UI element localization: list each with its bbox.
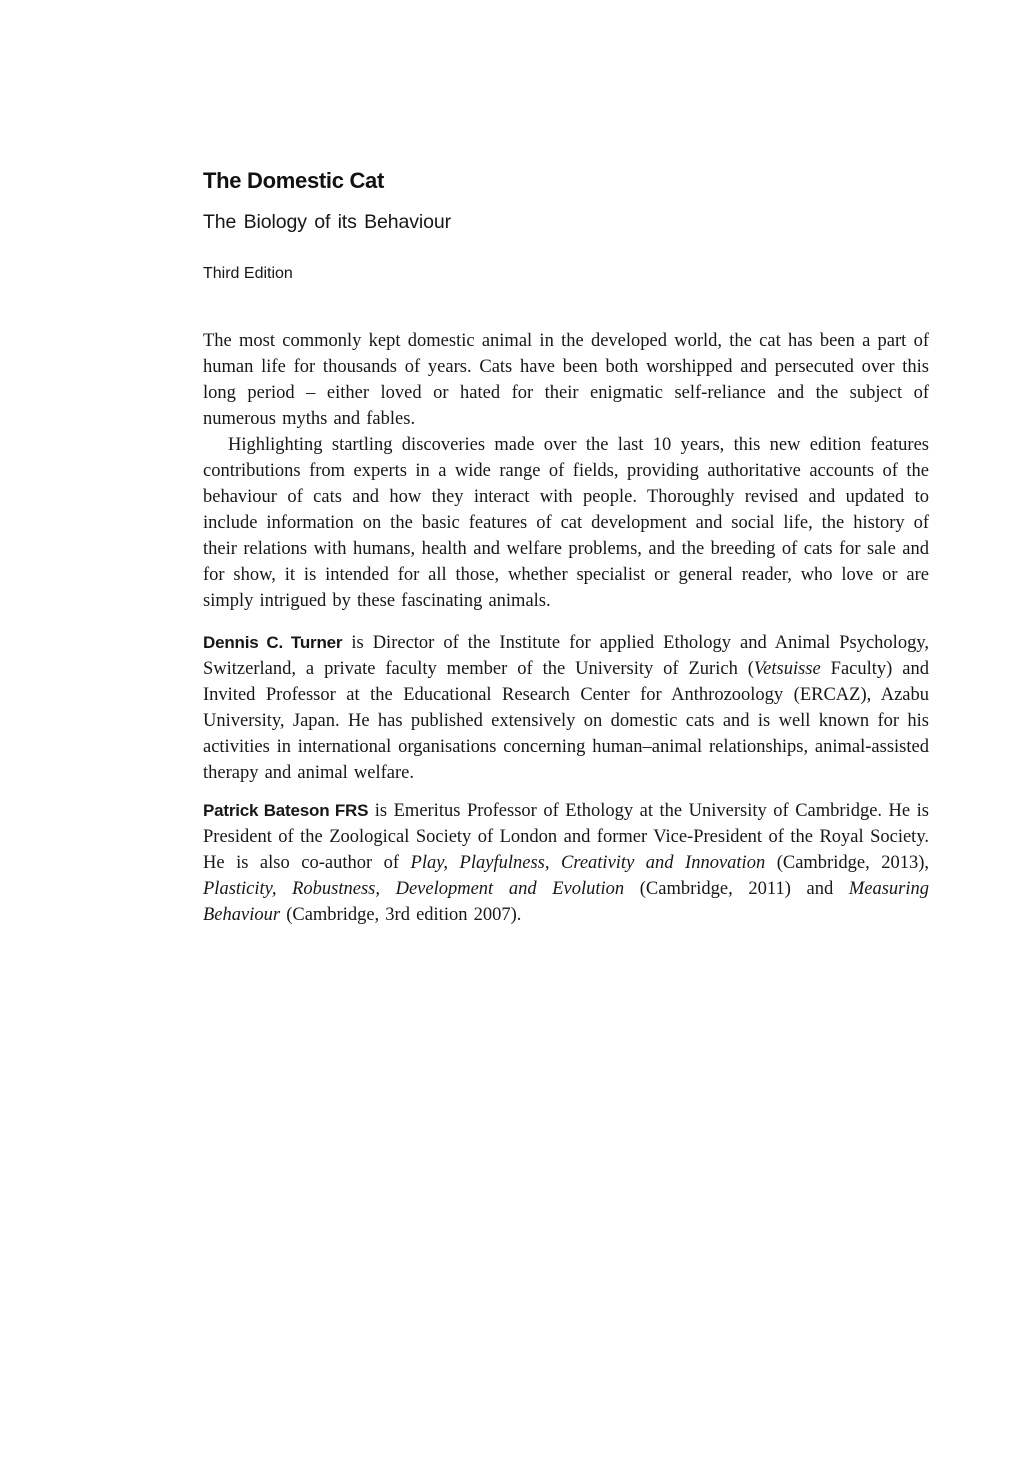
- text-segment-normal: The most commonly kept domestic animal in the developed world, the cat has been a part of human life for thousands of years. Cats have been both worshipped and persecuted over this long period – either loved or hated for their enigmatic self-reliance and the subject of numerous myths and fables.: [203, 331, 929, 429]
- edition-label: Third Edition: [203, 265, 293, 282]
- author-bio-turner: [203, 630, 929, 786]
- text-segment-bold-name: Dennis C. Turner: [203, 633, 343, 652]
- body-text: [203, 328, 929, 928]
- text-segment-normal: Highlighting startling discoveries made over the last 10 years, this new edition features contributions from experts in a wide range of fields, providing authoritative accounts of the behaviour of cats and how they interact with people. Thoroughly revised and updated to include information on the basic features of cat development and social life, the history of their relations with humans, health and welfare problems, and the breeding of cats for sale and for show, it is intended for all those, whether specialist or general reader, who love or are simply intrigued by these fascinating animals.: [203, 435, 929, 611]
- text-segment-italic: Play, Playfulness, Creativity and Innovation: [410, 853, 766, 873]
- text-segment-normal: Faculty) and Invited Professor at the Educational Research Center for Anthrozoology (ERCAZ), Azabu University, Japan. He has published extensively on domestic cats and is well known for his activities in international organisations concerning human–animal relationships, animal-assisted therapy and animal welfare.: [203, 659, 929, 783]
- text-segment-normal: (Cambridge, 3rd edition 2007).: [280, 905, 522, 925]
- author-bio-bateson: [203, 798, 929, 928]
- text-segment-italic: Measuring Behaviour: [203, 879, 929, 925]
- text-segment-normal: (Cambridge, 2011) and: [624, 879, 849, 899]
- text-segment-normal: is Director of the Institute for applied Ethology and Animal Psychology, Switzerland, a private faculty member of the University of Zurich (: [203, 633, 929, 679]
- text-segment-bold-name: Patrick Bateson FRS: [203, 801, 369, 820]
- text-segment-italic: Vetsuisse: [753, 659, 821, 679]
- text-segment-normal: (Cambridge, 2013),: [765, 853, 929, 873]
- page-subtitle: The Biology of its Behaviour: [203, 211, 451, 233]
- blurb-paragraph-2: [203, 432, 929, 614]
- blurb-paragraph-1: [203, 328, 929, 432]
- text-segment-normal: is Emeritus Professor of Ethology at the University of Cambridge. He is President of the Zoological Society of London and former Vice-President of the Royal Society. He is also co-author of: [203, 801, 929, 873]
- page-content: [203, 168, 929, 928]
- page-title: The Domestic Cat: [203, 168, 385, 193]
- text-segment-italic: Plasticity, Robustness, Development and Evolution: [203, 879, 625, 899]
